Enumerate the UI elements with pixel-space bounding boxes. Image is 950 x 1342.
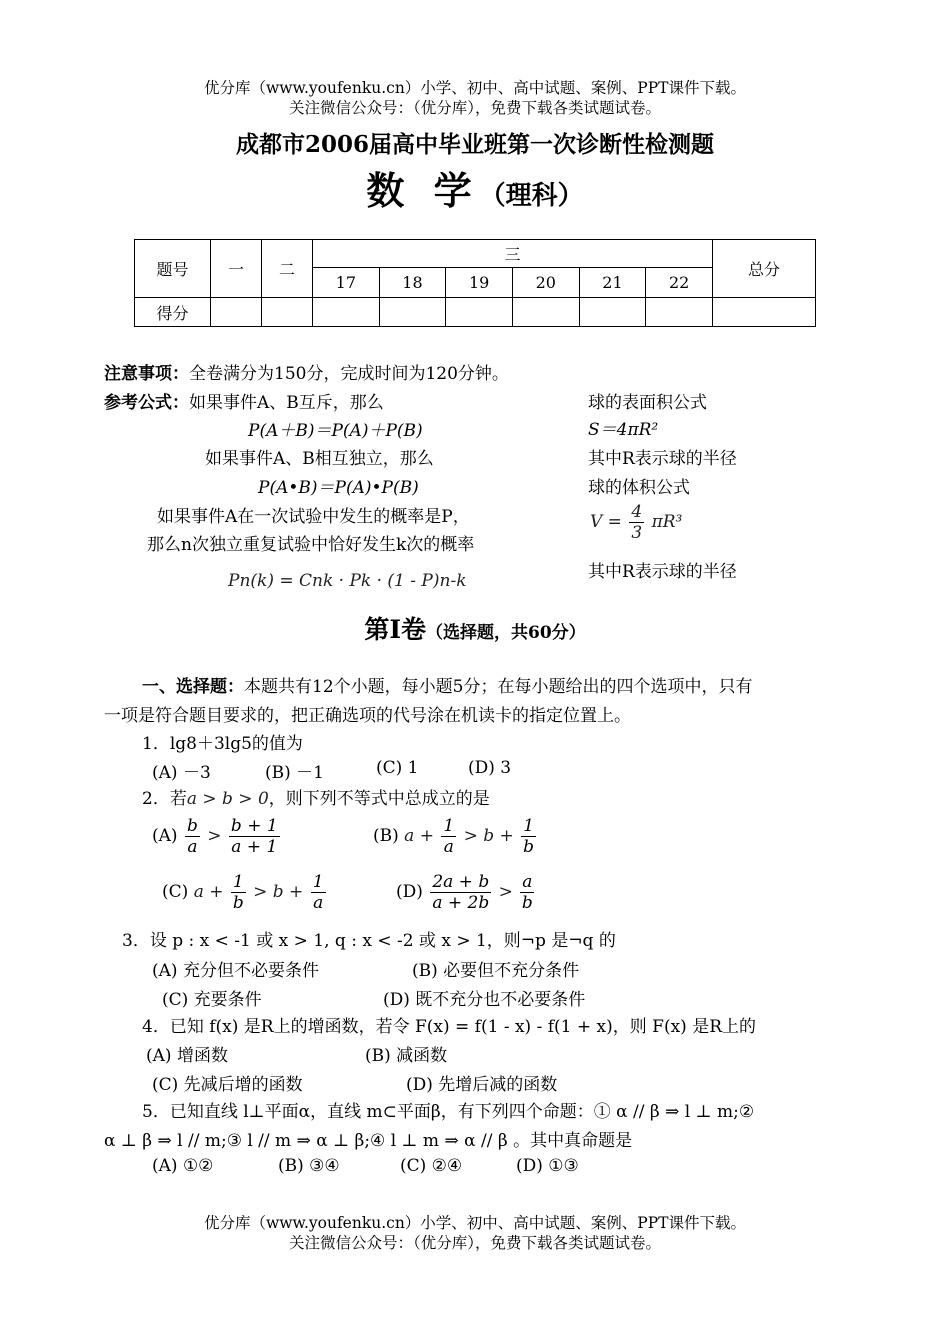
q2-option-c (162, 872, 328, 913)
q2-c-den-2: a (313, 893, 324, 913)
q3-option-a: (A) 充分但不必要条件 (152, 961, 319, 981)
q4-stem: 4．已知 f(x) 是R上的增函数，若令 F(x) = f(1 - x) - f(1 + x)，则 F(x) 是R上的 (142, 1017, 756, 1037)
q2-d-den-1: a + 2b (432, 893, 490, 913)
r5-num: 4 (631, 502, 643, 522)
instructions-label: 一、选择题： (142, 677, 244, 697)
instructions-text-1: 本题共有12个小题，每小题5分；在每小题给出的四个选项中，只有 (244, 677, 753, 697)
q2-c-den-1: b (232, 893, 244, 913)
q2-b-num-2: 1 (523, 816, 535, 836)
formula-r6: 其中R表示球的半径 (588, 562, 737, 582)
q2-stem (142, 784, 490, 809)
formula-r4: 球的体积公式 (588, 478, 690, 498)
q2-c-label: (C) (162, 882, 189, 902)
score-cell (211, 298, 262, 327)
q2-d-num-2: a (522, 872, 533, 892)
sub-col-17: 17 (313, 268, 380, 298)
formula-r5 (590, 502, 682, 543)
q2-c-frac-2 (311, 872, 326, 913)
header-cell-1: 一 (211, 240, 262, 298)
score-cell (512, 298, 579, 327)
header-line-2: 关注微信公众号：（优分库），免费下载各类试题试卷。 (288, 99, 661, 117)
sub-col-20: 20 (512, 268, 579, 298)
q3-option-c: (C) 充要条件 (162, 990, 262, 1010)
q2-c-num-1: 1 (232, 872, 244, 892)
q2-d-op: > (498, 882, 513, 902)
q5-option-a: (A) ①② (152, 1156, 214, 1176)
header-cell-2: 二 (262, 240, 313, 298)
footer-line-1: 优分库（www.youfenku.cn）小学、初中、高中试题、案例、PPT课件下载。 (203, 1214, 747, 1232)
q2-a-frac-2 (229, 816, 280, 857)
q3-stem: 3．设 p : x < -1 或 x > 1, q : x < -2 或 x > 1，则¬p 是¬q 的 (122, 931, 616, 951)
instructions-text-2: 一项是符合题目要求的，把正确选项的代号涂在机读卡的指定位置上。 (104, 706, 631, 726)
formula-f6: 那么n次独立重复试验中恰好发生k次的概率 (147, 535, 475, 555)
q2-c-frac-1 (231, 872, 246, 913)
q2-d-label: (D) (396, 882, 423, 902)
formula-line (104, 388, 384, 413)
q4-option-a: (A) 增函数 (146, 1046, 228, 1066)
formula-f4: P(A•B)＝P(A)•P(B) (258, 478, 419, 498)
exam-title: 成都市2006届高中毕业班第一次诊断性检测题 (235, 131, 714, 158)
section-title-main: 第Ⅰ卷 (364, 615, 427, 644)
q2-a-num-1: b (186, 816, 198, 836)
score-cell (446, 298, 513, 327)
q4-option-d: (D) 先增后减的函数 (406, 1075, 558, 1095)
header-cell-number: 题号 (135, 240, 211, 298)
q2-b-frac-2 (521, 816, 536, 857)
sub-col-22: 22 (646, 268, 713, 298)
header-cell-total: 总分 (713, 240, 816, 298)
q1-option-b: (B) －1 (265, 763, 324, 783)
score-cell (262, 298, 313, 327)
score-cell (579, 298, 646, 327)
section-title (0, 610, 950, 646)
subject-name: 数 学 (366, 168, 480, 213)
q2-b-num-1: 1 (443, 816, 455, 836)
sub-col-19: 19 (446, 268, 513, 298)
formula-f7: Pn(k) = Cnk · Pk · (1 - P)n-k (228, 571, 467, 591)
header-line-1: 优分库（www.youfenku.cn）小学、初中、高中试题、案例、PPT课件下载。 (203, 79, 747, 97)
q2-option-a (152, 816, 282, 857)
notes-label: 注意事项： (104, 364, 189, 384)
formula-r2: S＝4πR² (588, 420, 659, 440)
r5-fraction (629, 502, 644, 543)
q2-b-den-2: b (523, 837, 535, 857)
q2-c-pre: a + (193, 882, 224, 902)
q1-option-c: (C) 1 (376, 758, 419, 778)
r5-rhs: πR³ (651, 512, 683, 532)
formula-r3: 其中R表示球的半径 (588, 449, 737, 469)
sub-col-21: 21 (579, 268, 646, 298)
r5-lhs: V = (590, 512, 622, 532)
formula-r1: 球的表面积公式 (588, 393, 707, 413)
q2-a-label: (A) (152, 826, 178, 846)
q2-a-frac-1 (185, 816, 200, 857)
header-cell-3: 三 (313, 240, 713, 268)
q2-b-label: (B) (373, 826, 399, 846)
q2-b-pre: a + (404, 826, 434, 846)
q5-stem-2: α ⊥ β ⇒ l // m;③ l // m ⇒ α ⊥ β;④ l ⊥ m ⇒ α // β 。其中真命题是 (104, 1131, 633, 1151)
formula-f5: 如果事件A在一次试验中发生的概率是P， (157, 507, 470, 527)
notes-text: 全卷满分为150分，完成时间为120分钟。 (189, 364, 509, 384)
q2-option-b (373, 816, 538, 857)
score-table (134, 239, 816, 327)
score-cell (646, 298, 713, 327)
sub-col-18: 18 (379, 268, 446, 298)
subject-paren: （理科） (479, 181, 584, 211)
q5-option-c: (C) ②④ (400, 1156, 463, 1176)
subject-title (0, 160, 950, 215)
q4-option-c: (C) 先减后增的函数 (152, 1075, 303, 1095)
q2-stem-pre: 2．若 (142, 789, 187, 809)
q2-b-den-1: a (443, 837, 454, 857)
q2-b-mid: > b + (463, 826, 514, 846)
q2-d-den-2: b (521, 893, 533, 913)
q2-a-num-2: b + 1 (230, 816, 278, 836)
formula-f2: P(A＋B)＝P(A)＋P(B) (248, 421, 423, 441)
notes-line (104, 359, 509, 384)
q2-d-num-1: 2a + b (432, 872, 490, 892)
q1-option-d: (D) 3 (468, 758, 512, 778)
q3-option-d: (D) 既不充分也不必要条件 (383, 990, 586, 1010)
q5-stem-1: 5．已知直线 l⊥平面α，直线 m⊂平面β，有下列四个命题：① α // β ⇒ l ⊥ m;② (142, 1102, 755, 1122)
formula-f1: 如果事件A、B互斥，那么 (189, 393, 384, 413)
q2-a-den-2: a + 1 (231, 837, 278, 857)
q5-option-b: (B) ③④ (278, 1156, 340, 1176)
q2-c-mid: > b + (253, 882, 304, 902)
score-cell (379, 298, 446, 327)
section-title-sub: （选择题，共60分） (426, 623, 586, 643)
q2-c-num-2: 1 (312, 872, 324, 892)
q2-stem-post: ，则下列不等式中总成立的是 (268, 789, 490, 809)
q1-option-a: (A) －3 (152, 763, 211, 783)
q2-d-frac-1 (430, 872, 491, 913)
q2-b-frac-1 (441, 816, 456, 857)
q4-option-b: (B) 减函数 (365, 1046, 448, 1066)
score-cell (713, 298, 816, 327)
q2-a-den-1: a (187, 837, 198, 857)
q5-option-d: (D) ①③ (516, 1156, 579, 1176)
r5-den: 3 (631, 523, 643, 543)
q2-d-frac-2 (520, 872, 534, 913)
q2-stem-math: a > b > 0 (186, 789, 269, 809)
score-cell (313, 298, 380, 327)
q2-a-op: > (207, 826, 222, 846)
q1-stem: 1．lg8＋3lg5的值为 (142, 734, 303, 754)
instructions-line-1 (142, 672, 752, 697)
q2-option-d (396, 872, 536, 913)
q3-option-b: (B) 必要但不充分条件 (412, 961, 580, 981)
formula-f3: 如果事件A、B相互独立，那么 (205, 449, 434, 469)
score-row-label: 得分 (135, 298, 211, 327)
footer-line-2: 关注微信公众号：（优分库），免费下载各类试题试卷。 (288, 1234, 661, 1252)
formula-label: 参考公式： (104, 393, 189, 413)
